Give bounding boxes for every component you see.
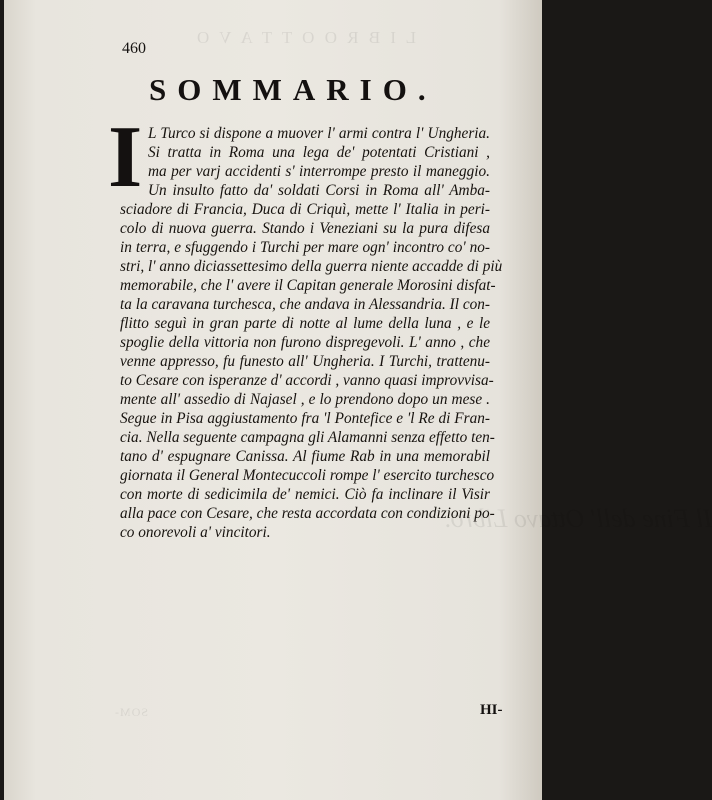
summary-line: memorabile, che l' avere il Capitan generale Morosini disfat- — [120, 277, 496, 294]
summary-line: stri, l' anno diciassettesimo della guerra niente accadde di più — [120, 258, 503, 275]
summary-line: Un insulto fatto da' soldati Corsi in Roma all' Amba- — [148, 182, 490, 199]
summary-line: ta la caravana turchesca, che andava in Alessandria. Il con- — [120, 296, 491, 313]
drop-cap: I — [108, 109, 143, 206]
summary-line: to Cesare con isperanze d' accordi , vanno quasi improvvisa- — [120, 372, 494, 389]
summary-line: alla pace con Cesare, che resta accordata con condizioni po- — [120, 505, 495, 522]
summary-line: tano d' espugnare Canissa. Al fiume Rab in una memorabil — [120, 448, 490, 465]
summary-line: cia. Nella seguente campagna gli Alamanni senza effetto ten- — [120, 429, 495, 446]
page-number: 460 — [122, 40, 146, 57]
summary-line: colo di nuova guerra. Stando i Veneziani su la pura difesa — [120, 220, 490, 237]
summary-line: mente all' assedio di Najasel , e lo prendono dopo un mese . — [120, 391, 490, 408]
show-through-title: L I B R O O T T A V O — [194, 28, 417, 47]
show-through-finis: Il Fine dell' Ottavo Libro. — [444, 504, 712, 533]
summary-line: venne appresso, fu funesto all' Ungheria. I Turchi, trattenu- — [120, 353, 490, 370]
summary-line: in terra, e sfuggendo i Turchi per mare ogn' incontro co' no- — [120, 239, 490, 256]
summary-line: L Turco si dispone a muover l' armi contra l' Ungheria. — [148, 125, 490, 142]
summary-line: spoglie della vittoria non furono dispregevoli. L' anno , che — [120, 334, 490, 351]
summary-line: flitto seguì in gran parte di notte al lume della luna , e le — [120, 315, 490, 332]
book-page — [4, 0, 712, 800]
show-through-signature: SOM- — [114, 705, 149, 719]
catchword: HI- — [480, 702, 503, 718]
summary-line: sciadore di Francia, Duca di Criquì, mette l' Italia in peri- — [120, 201, 490, 218]
summary-line: con morte di sedicimila de' nemici. Ciò fa inclinare il Visir — [120, 486, 490, 503]
summary-line: giornata il General Montecuccoli rompe l' esercito turchesco — [120, 467, 495, 484]
summary-line: co onorevoli a' vincitori. — [120, 524, 271, 541]
summary-line: Si tratta in Roma una lega de' potentati Cristiani , — [148, 144, 490, 161]
section-heading: SOMMARIO. — [149, 72, 437, 107]
summary-line: Segue in Pisa aggiustamento fra 'l Pontefice e 'l Re di Fran- — [120, 410, 490, 427]
summary-line: ma per varj accidenti s' interrompe presto il maneggio. — [148, 163, 490, 180]
